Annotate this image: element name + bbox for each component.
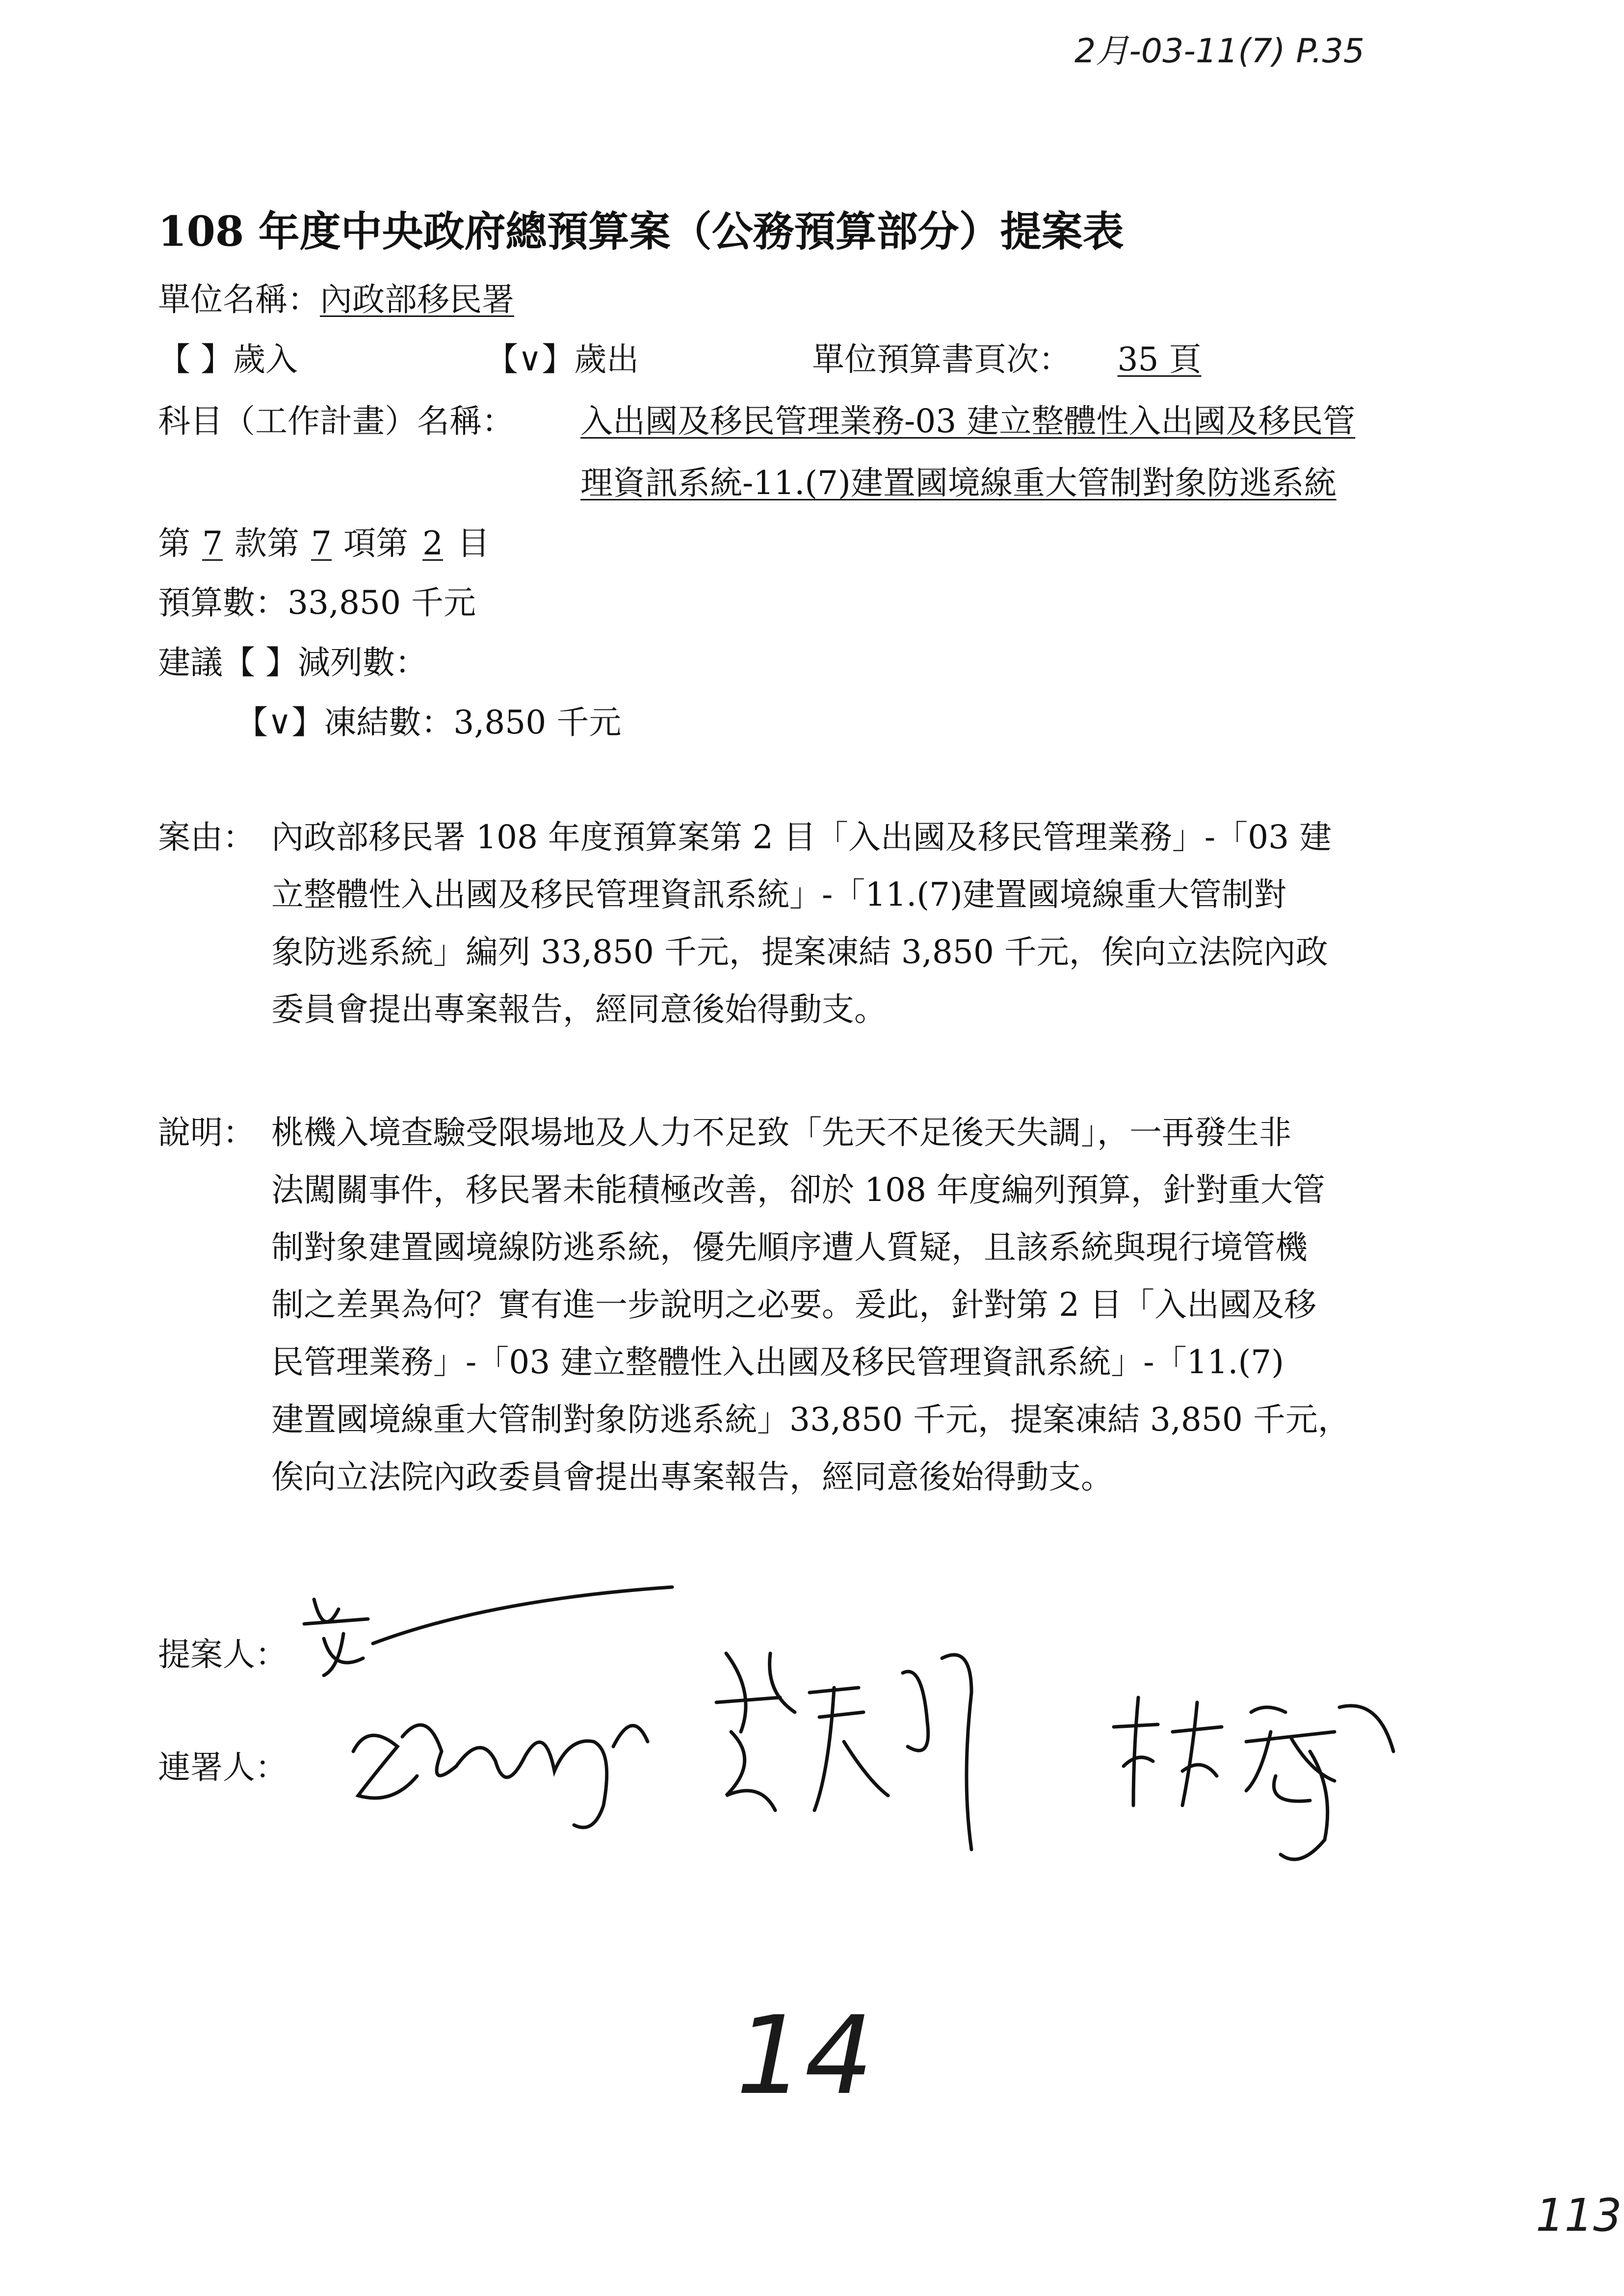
budget-page-row xyxy=(812,340,1248,378)
proposer-label: 提案人： xyxy=(158,1636,288,1673)
explanation-line: 制對象建置國境線防逃系統，優先順序遭人質疑，且該系統與現行境管機 xyxy=(271,1228,1308,1266)
suggestion-freeze: 【∨】凍結數：3,850 千元 xyxy=(236,704,622,741)
explanation-line: 桃機入境查驗受限場地及人力不足致「先天不足後天失調」，一再發生非 xyxy=(271,1114,1291,1151)
handwritten-number: 14 xyxy=(736,1993,873,2118)
unit-row xyxy=(158,281,514,318)
case-line: 立整體性入出國及移民管理資訊系統」-「11.(7)建置國境線重大管制對 xyxy=(271,876,1286,913)
budget-page-value: 35 頁 xyxy=(1117,340,1202,378)
section-xiang-num: 7 xyxy=(311,524,332,562)
unit-value: 內政部移民署 xyxy=(320,281,514,318)
explanation-line: 民管理業務」-「03 建立整體性入出國及移民管理資訊系統」-「11.(7) xyxy=(271,1343,1284,1381)
case-line: 象防逃系統」編列 33,850 千元，提案凍結 3,850 千元，俟向立法院內政 xyxy=(271,933,1328,971)
cosigner-label: 連署人： xyxy=(158,1748,288,1786)
page-number: 113 xyxy=(1536,2189,1622,2242)
case-line: 內政部移民署 108 年度預算案第 2 目「入出國及移民管理業務」-「03 建 xyxy=(271,818,1332,856)
unit-label: 單位名稱： xyxy=(158,281,320,318)
section-mu-num: 2 xyxy=(422,524,443,562)
explanation-line: 法闖關事件，移民署未能積極改善，卻於 108 年度編列預算，針對重大管 xyxy=(271,1171,1325,1209)
explanation-line: 建置國境線重大管制對象防逃系統」33,850 千元，提案凍結 3,850 千元， xyxy=(271,1401,1350,1438)
case-line: 委員會提出專案報告，經同意後始得動支。 xyxy=(271,991,887,1028)
header-annotation: 2月-03-11(7) P.35 xyxy=(1074,32,1365,71)
cosigner-signature-1 xyxy=(339,1678,662,1845)
section-row xyxy=(158,524,490,562)
income-checkbox: 【 】歲入 xyxy=(158,340,298,378)
section-kuan-num: 7 xyxy=(202,524,223,562)
subject-line-1: 入出國及移民管理業務-03 建立整體性入出國及移民管 xyxy=(580,402,1356,440)
case-section xyxy=(158,809,1581,1044)
explanation-line: 制之差異為何？實有進一步說明之必要。爰此，針對第 2 目「入出國及移 xyxy=(271,1286,1316,1324)
form-title: 108 年度中央政府總預算案（公務預算部分）提案表 xyxy=(158,207,1124,256)
case-label: 案由： xyxy=(158,818,255,856)
suggestion-reduce: 建議【 】減列數： xyxy=(158,644,427,681)
subject-label: 科目（工作計畫）名稱： xyxy=(158,402,514,440)
explanation-section xyxy=(158,1104,1581,1511)
budget-amount: 預算數：33,850 千元 xyxy=(158,584,476,622)
section-kuan-prefix: 第 xyxy=(158,524,190,562)
cosigner-signature-3 xyxy=(1104,1678,1408,1874)
budget-page-label: 單位預算書頁次： xyxy=(812,340,1071,378)
expense-checkbox: 【∨】歲出 xyxy=(486,340,639,378)
section-mu-suffix: 目 xyxy=(457,524,490,562)
section-mu-prefix: 項第 xyxy=(343,524,408,562)
explanation-line: 俟向立法院內政委員會提出專案報告，經同意後始得動支。 xyxy=(271,1458,1113,1496)
explanation-label: 說明： xyxy=(158,1114,255,1151)
cosigner-signature-2 xyxy=(697,1634,1030,1859)
subject-line-2: 理資訊系統-11.(7)建置國境線重大管制對象防逃系統 xyxy=(580,464,1336,502)
section-xiang-prefix: 款第 xyxy=(235,524,299,562)
